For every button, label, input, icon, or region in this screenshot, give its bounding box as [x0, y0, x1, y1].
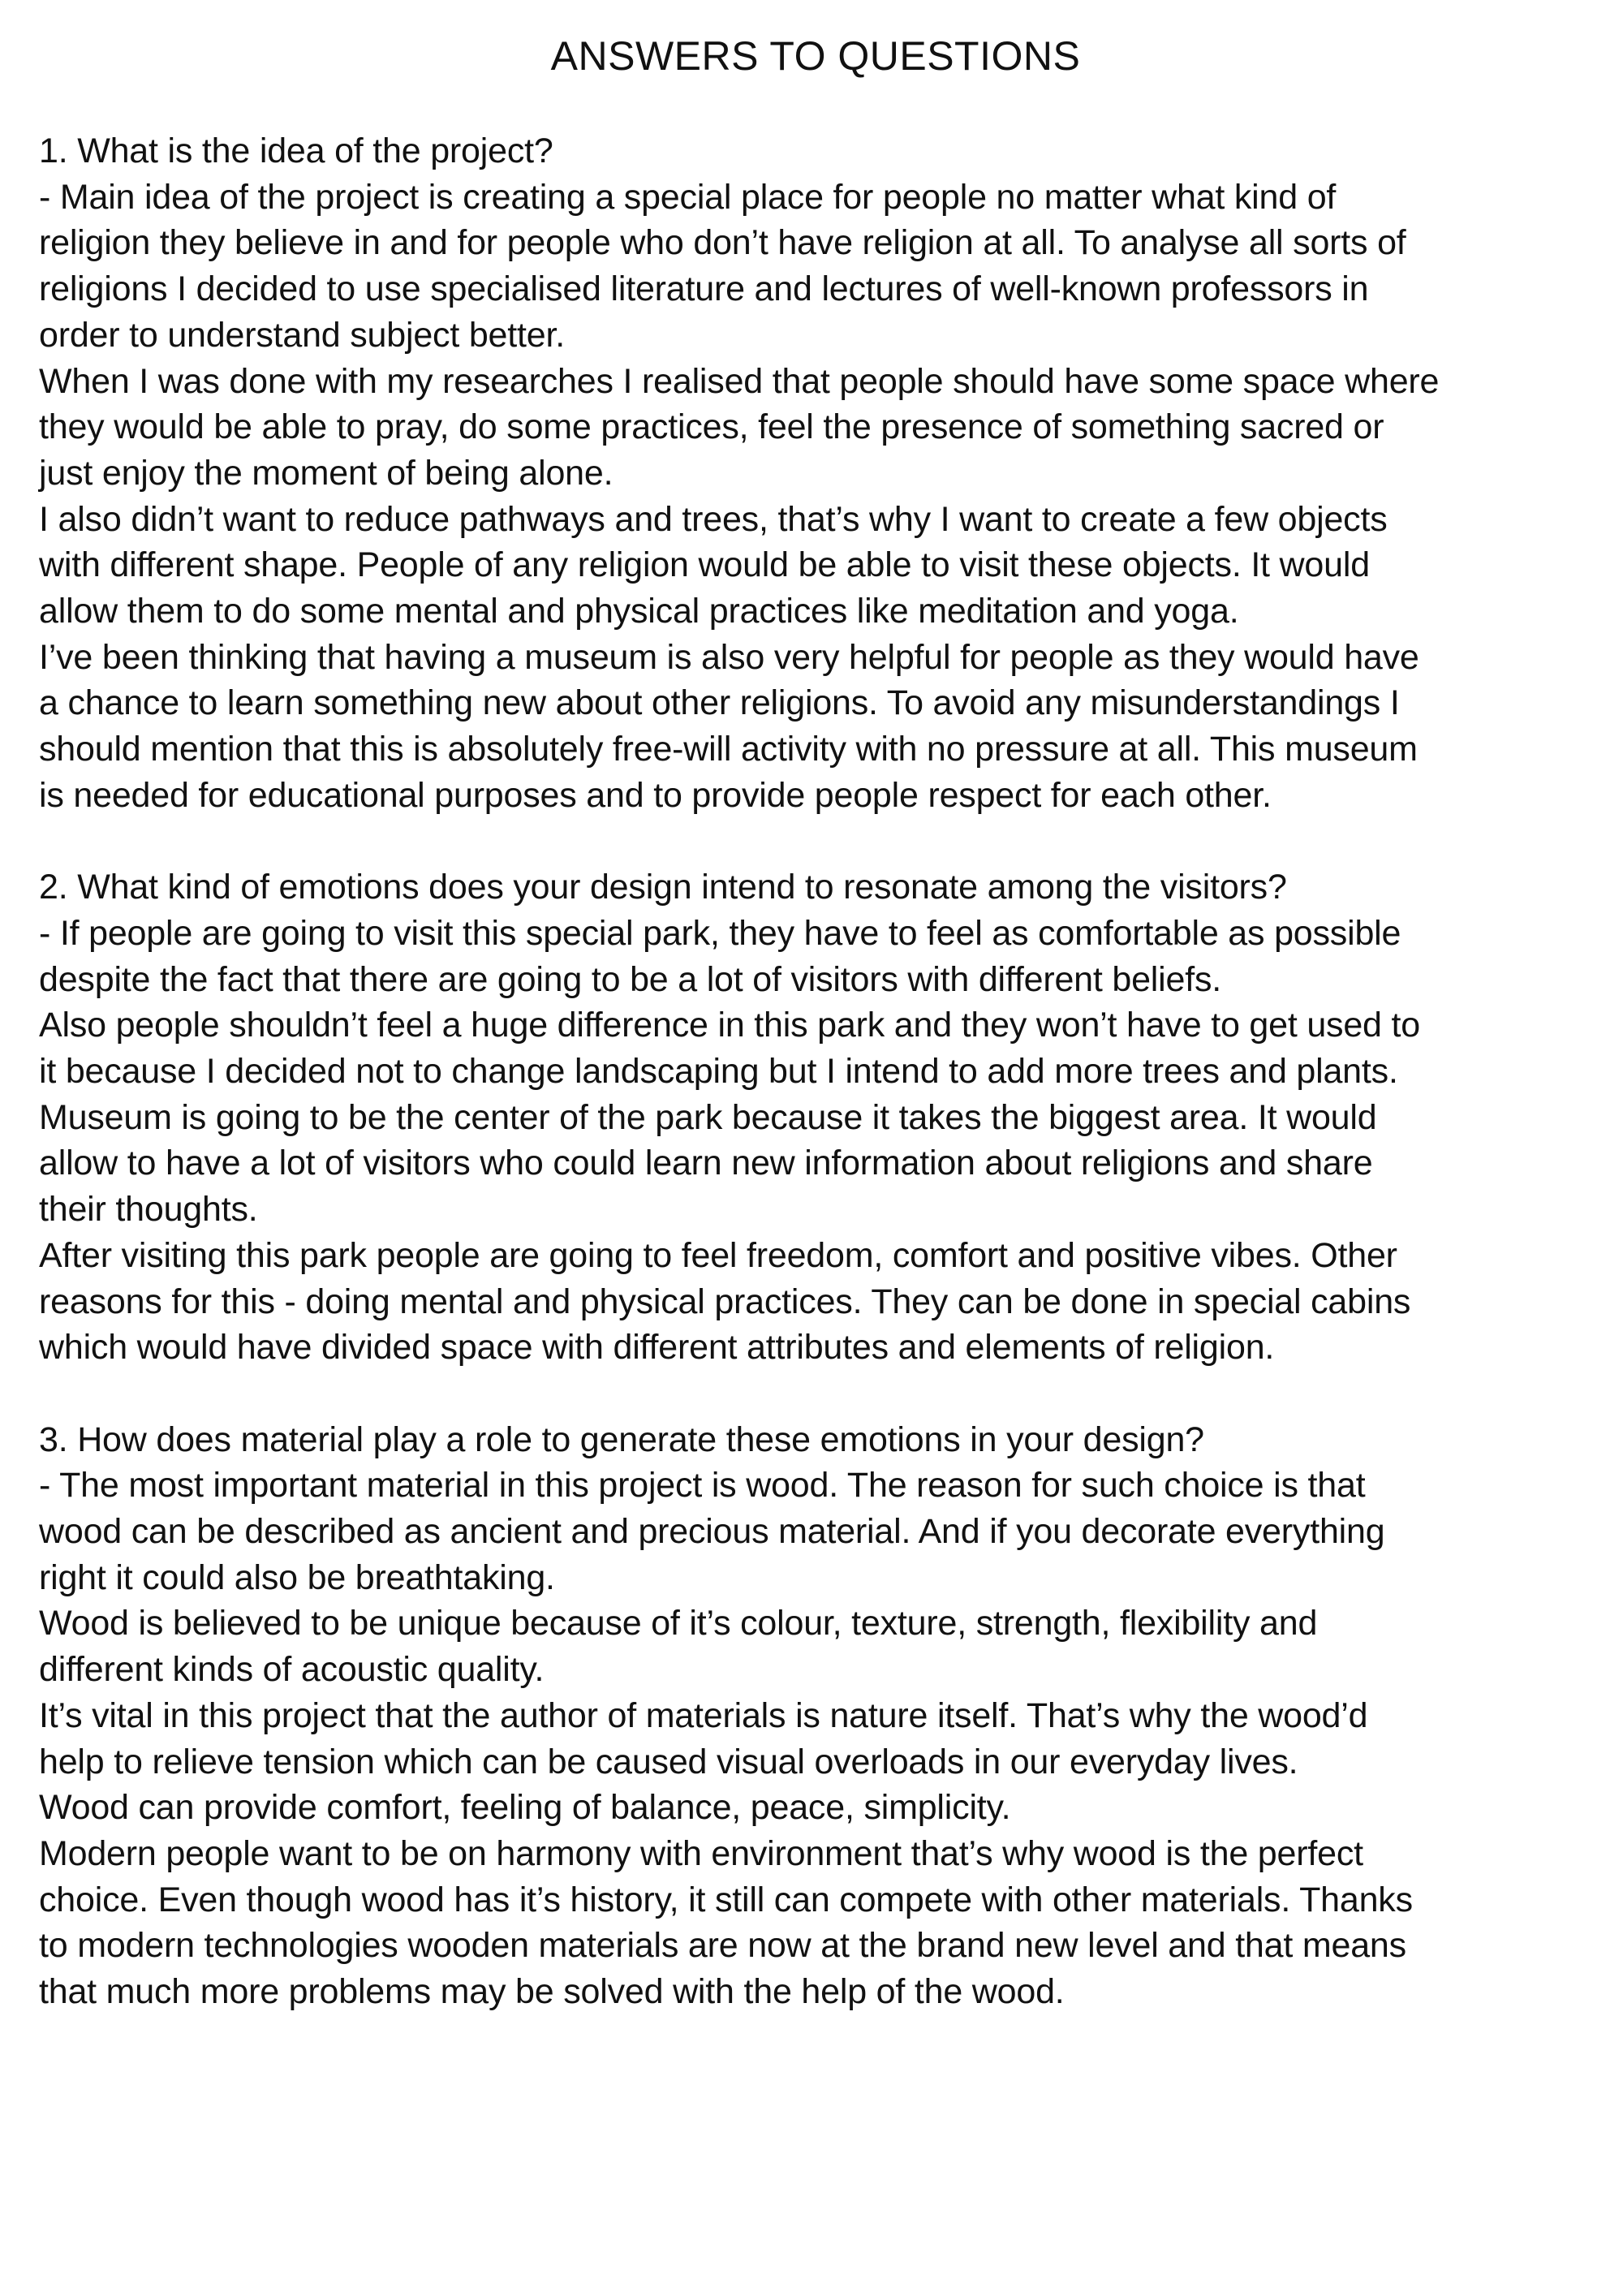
answer-text-line: It’s vital in this project that the author of materials is nature itself. That’s why the wood’d: [39, 1695, 1368, 1735]
answer-text-line: Also people shouldn’t feel a huge difference in this park and they won’t have to get used to: [39, 1006, 1420, 1045]
answer-text-line: which would have divided space with different attributes and elements of religion.: [39, 1328, 1275, 1368]
answer-text-line: allow to have a lot of visitors who could learn new information about religions and share: [39, 1144, 1373, 1183]
answer-text-line: that much more problems may be solved with the help of the wood.: [39, 1972, 1065, 2012]
document-body: [39, 128, 1609, 2061]
page-title: ANSWERS TO QUESTIONS: [550, 33, 1081, 79]
answer-section-2: [39, 864, 1609, 1371]
answer-text-line: Modern people want to be on harmony with environment that’s why wood is the perfect: [39, 1833, 1363, 1873]
answer-text-line: - Main idea of the project is creating a special place for people no matter what kind of: [39, 177, 1337, 217]
answer-text-line: just enjoy the moment of being alone.: [39, 453, 613, 493]
answer-text-line: I’ve been thinking that having a museum is also very helpful for people as they would have: [39, 637, 1419, 677]
answer-text-line: with different shape. People of any religion would be able to visit these objects. It would: [39, 545, 1370, 585]
answer-text-line: they would be able to pray, do some practices, feel the presence of something sacred or: [39, 407, 1384, 447]
answer-text-line: different kinds of acoustic quality.: [39, 1650, 545, 1690]
answer-text-line: right it could also be breathtaking.: [39, 1557, 555, 1597]
answer-text-line: help to relieve tension which can be caused visual overloads in our everyday lives.: [39, 1742, 1298, 1781]
answer-text-line: When I was done with my researches I realised that people should have some space where: [39, 361, 1440, 401]
answer-text-line: should mention that this is absolutely free-will activity with no pressure at all. This museum: [39, 730, 1418, 769]
answer-text-line: - The most important material in this project is wood. The reason for such choice is that: [39, 1466, 1366, 1506]
answer-text-line: to modern technologies wooden materials are now at the brand new level and that means: [39, 1926, 1406, 1966]
question-heading: 3. How does material play a role to generate these emotions in your design?: [39, 1419, 1204, 1459]
answer-text-line: choice. Even though wood has it’s history, it still can compete with other materials. Thanks: [39, 1880, 1413, 1919]
answer-text-line: allow them to do some mental and physical practices like meditation and yoga.: [39, 592, 1239, 631]
answer-text-line: religion they believe in and for people who don’t have religion at all. To analyse all sorts of: [39, 223, 1406, 263]
answer-text-line: despite the fact that there are going to be a lot of visitors with different beliefs.: [39, 959, 1222, 999]
answer-text-line: Wood is believed to be unique because of it’s colour, texture, strength, flexibility and: [39, 1604, 1318, 1643]
answer-text-line: a chance to learn something new about other religions. To avoid any misunderstandings I: [39, 683, 1400, 723]
question-heading: 1. What is the idea of the project?: [39, 131, 553, 170]
answer-text-line: is needed for educational purposes and to provide people respect for each other.: [39, 775, 1272, 815]
question-heading: 2. What kind of emotions does your design intend to resonate among the visitors?: [39, 868, 1287, 907]
answer-text-line: After visiting this park people are going to feel freedom, comfort and positive vibes. Other: [39, 1235, 1397, 1275]
answer-text-line: - If people are going to visit this special park, they have to feel as comfortable as possible: [39, 913, 1401, 953]
answer-text-line: Museum is going to be the center of the park because it takes the biggest area. It would: [39, 1097, 1377, 1137]
answer-text-line: I also didn’t want to reduce pathways and trees, that’s why I want to create a few objects: [39, 499, 1388, 539]
answer-section-1: [39, 128, 1609, 819]
answer-text-line: wood can be described as ancient and precious material. And if you decorate everything: [39, 1512, 1385, 1552]
answer-text-line: their thoughts.: [39, 1190, 258, 1230]
answer-text-line: it because I decided not to change landscaping but I intend to add more trees and plants.: [39, 1052, 1398, 1092]
answer-text-line: religions I decided to use specialised literature and lectures of well-known professors in: [39, 269, 1369, 309]
answer-text-line: Wood can provide comfort, feeling of balance, peace, simplicity.: [39, 1788, 1011, 1828]
answer-text-line: reasons for this - doing mental and physical practices. They can be done in special cabins: [39, 1282, 1411, 1321]
answer-text-line: order to understand subject better.: [39, 315, 565, 355]
answer-section-3: [39, 1417, 1609, 2015]
